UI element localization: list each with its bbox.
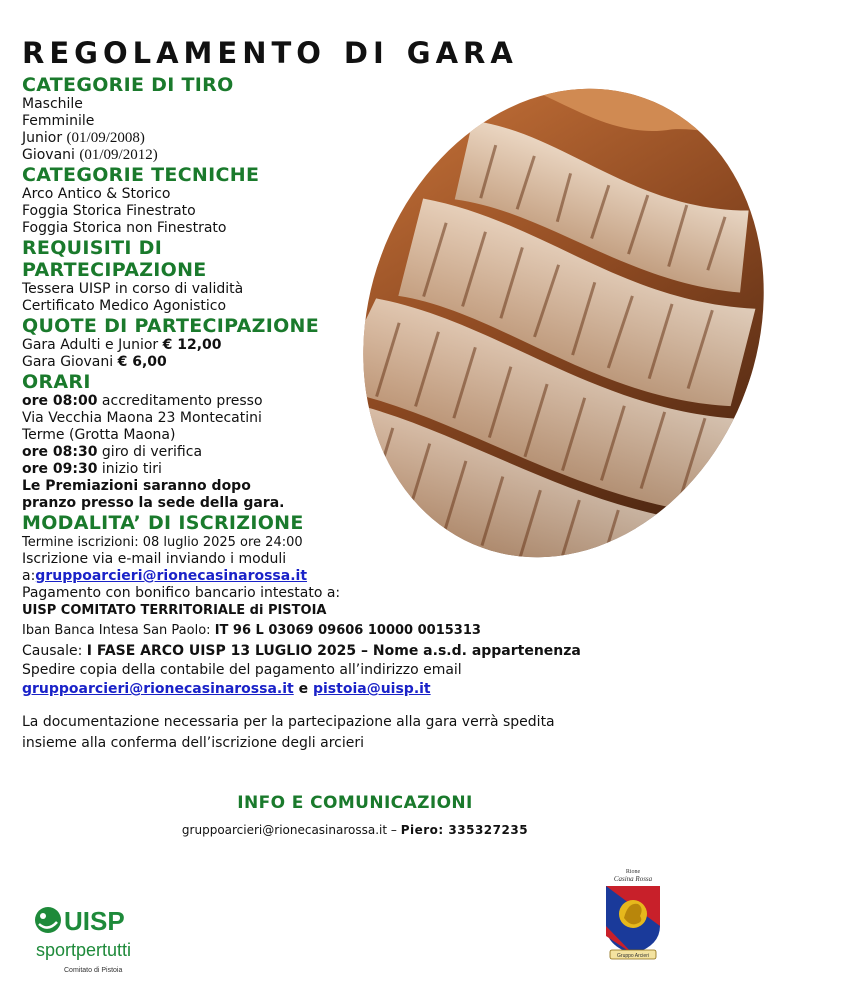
intestatario: UISP COMITATO TERRITORIALE di PISTOIA (22, 603, 327, 618)
address-line: Terme (Grotta Maona) (22, 427, 176, 443)
list-item: Certificato Medico Agonistico (22, 298, 227, 314)
email-link[interactable]: gruppoarcieri@rionecasinarossa.it (22, 681, 294, 697)
info-contacts: gruppoarcieri@rionecasinarossa.it – Piero: 335327235 (181, 823, 529, 837)
orario-tiri: ore 09:30 inizio tiri (22, 461, 162, 477)
premiazioni-note: pranzo presso la sede della gara. (22, 495, 285, 511)
heading-quote: QUOTE DI PARTECIPAZIONE (22, 315, 320, 337)
list-item: Arco Antico & Storico (22, 186, 171, 202)
uisp-tagline: sportpertutti (36, 940, 132, 960)
page-title: REGOLAMENTO DI GARA (22, 36, 518, 70)
heading-categorie-tecniche: CATEGORIE TECNICHE (22, 164, 260, 186)
rione-crest-logo (598, 866, 668, 962)
address-line: Via Vecchia Maona 23 Montecatini (22, 410, 262, 426)
iban-line: Iban Banca Intesa San Paolo: IT 96 L 03069 09606 10000 0015313 (22, 623, 481, 638)
list-item: Foggia Storica Finestrato (22, 203, 196, 219)
email-link[interactable]: pistoia@uisp.it (312, 681, 431, 697)
paragraph-line: La documentazione necessaria per la partecipazione alla gara verrà spedita (22, 714, 555, 730)
heading-orari: ORARI (22, 371, 91, 393)
pagamento-text: Pagamento con bonifico bancario intestato a: (22, 585, 341, 601)
price-giovani: Gara Giovani € 6,00 (22, 354, 167, 370)
crest-banner-text: Gruppo Arcieri (617, 953, 649, 959)
list-item: Maschile (22, 96, 83, 112)
paragraph-line: insieme alla conferma dell’iscrizione degli arcieri (22, 735, 364, 751)
heading-requisiti-2: PARTECIPAZIONE (22, 259, 207, 281)
orario-accreditamento: ore 08:00 accreditamento presso (22, 393, 263, 409)
uisp-logo (34, 902, 164, 982)
crest-text: Rione (625, 869, 641, 875)
termine-iscrizioni: Termine iscrizioni: 08 luglio 2025 ore 24:00 (22, 535, 303, 550)
list-item: Tessera UISP in corso di validità (22, 281, 244, 297)
list-item: Junior (01/09/2008) (22, 130, 145, 146)
email-intro: Iscrizione via e-mail inviando i moduli (22, 551, 287, 567)
list-item: Foggia Storica non Finestrato (22, 220, 227, 236)
causale-line: Causale: I FASE ARCO UISP 13 LUGLIO 2025 – Nome a.s.d. appartenenza (22, 643, 581, 659)
regolamento-content (22, 74, 672, 698)
email-link[interactable]: gruppoarcieri@rionecasinarossa.it (35, 568, 308, 584)
premiazioni-note: Le Premiazioni saranno dopo (22, 478, 251, 494)
orario-giro: ore 08:30 giro di verifica (22, 444, 203, 460)
crest-text: Casina Rossa (613, 875, 653, 883)
uisp-wordmark: UISP (64, 906, 125, 936)
list-item: Giovani (01/09/2012) (22, 147, 158, 163)
heading-modalita: MODALITA’ DI ISCRIZIONE (22, 512, 304, 534)
email-contacts: gruppoarcieri@rionecasinarossa.it e pistoia@uisp.it (22, 681, 431, 697)
heading-categorie-tiro: CATEGORIE DI TIRO (22, 74, 234, 96)
info-heading: INFO E COMUNICAZIONI (237, 793, 473, 813)
heading-requisiti: REQUISITI DI (22, 237, 163, 259)
uisp-subtitle: Comitato di Pistoia (64, 967, 123, 974)
price-adulti: Gara Adulti e Junior € 12,00 (22, 337, 222, 353)
documentazione-paragraph (22, 712, 555, 754)
list-item: Femminile (22, 113, 95, 129)
spedire-text: Spedire copia della contabile del pagamento all’indirizzo email (22, 662, 462, 678)
email-line: a:gruppoarcieri@rionecasinarossa.it (22, 568, 308, 584)
